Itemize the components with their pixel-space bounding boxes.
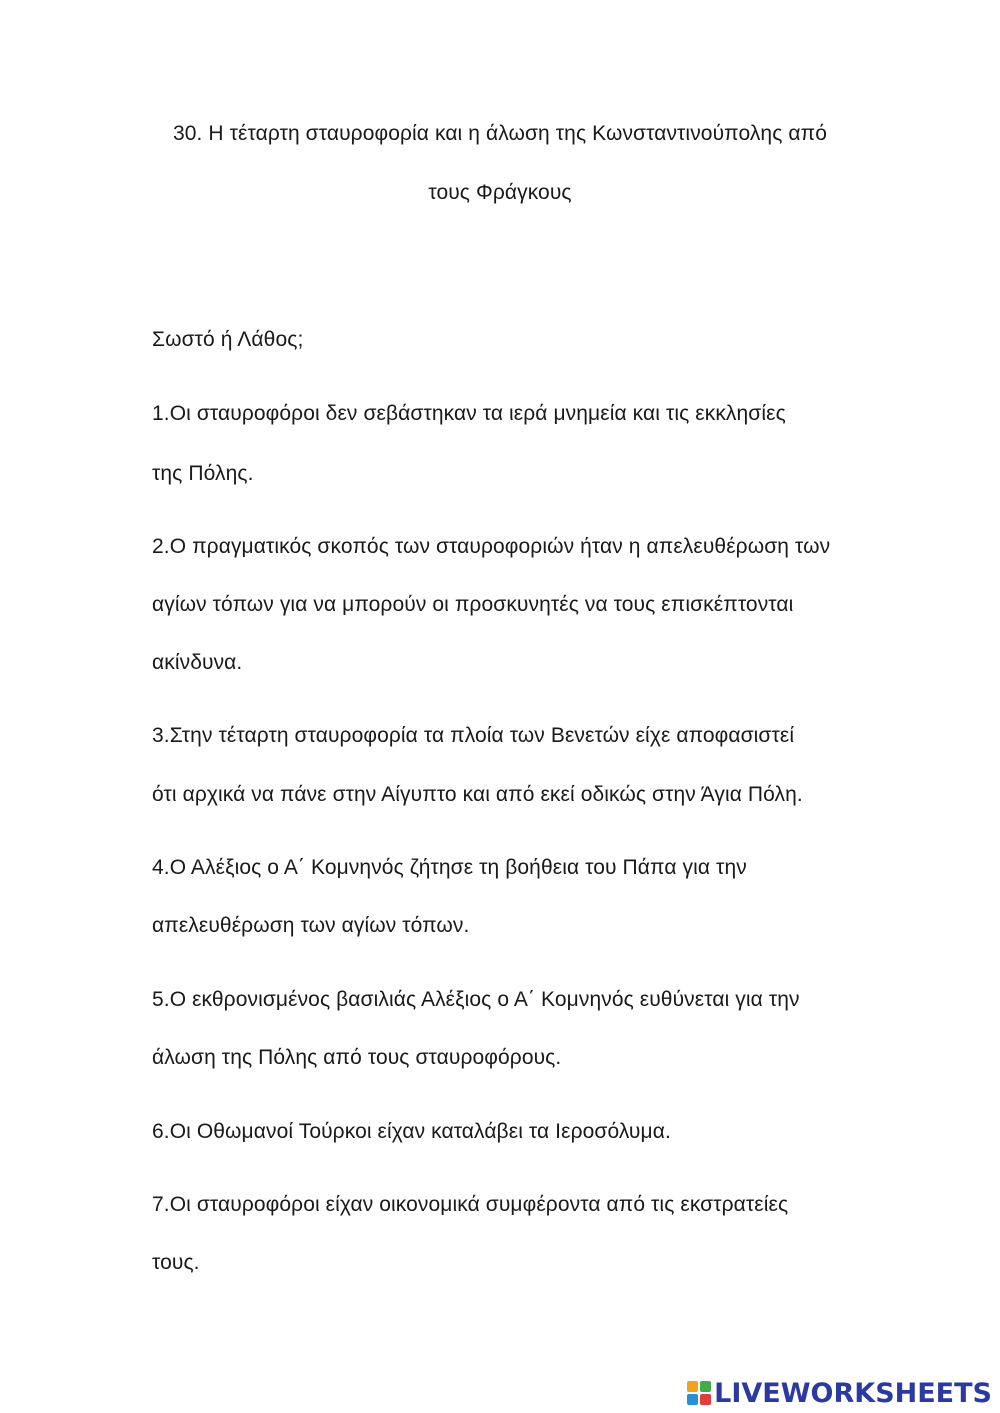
text-line: 5.Ο εκθρονισμένος βασιλιάς Αλέξιος ο Α΄ Κομνηνός ευθύνεται για την — [152, 988, 800, 1011]
text-line: απελευθέρωση των αγίων τόπων. — [152, 914, 470, 937]
logo-text: LIVEWORKSHEETS — [714, 1377, 992, 1409]
liveworksheets-logo — [687, 1378, 992, 1408]
title-line-2: τους Φράγκους — [428, 181, 572, 204]
subheading: Σωστό ή Λάθος; — [152, 328, 304, 351]
text-line: 2.Ο πραγματικός σκοπός των σταυροφοριών ήταν η απελευθέρωση των — [152, 535, 831, 558]
text-line: άλωση της Πόλης από τους σταυροφόρους. — [152, 1046, 562, 1069]
text-line: της Πόλης. — [152, 462, 254, 485]
text-line: ότι αρχικά να πάνε στην Αίγυπτο και από εκεί οδικώς στην Άγια Πόλη. — [152, 783, 803, 806]
logo-tile — [700, 1394, 711, 1405]
text-line: 3.Στην τέταρτη σταυροφορία τα πλοία των Βενετών είχε αποφασιστεί — [152, 724, 795, 747]
text-line: 1.Οι σταυροφόροι δεν σεβάστηκαν τα ιερά μνημεία και τις εκκλησίες — [152, 402, 786, 425]
text-line: 6.Οι Οθωμανοί Τούρκοι είχαν καταλάβει τα Ιεροσόλυμα. — [152, 1120, 671, 1143]
liveworksheets-logo-icon — [687, 1381, 711, 1405]
text-line: 4.Ο Αλέξιος ο Α΄ Κομνηνός ζήτησε τη βοήθεια του Πάπα για την — [152, 856, 747, 879]
text-line: αγίων τόπων για να μπορούν οι προσκυνητές να τους επισκέπτονται — [152, 593, 794, 616]
title-line-1: 30. Η τέταρτη σταυροφορία και η άλωση της Κωνσταντινούπολης από — [173, 122, 827, 145]
text-line: 7.Οι σταυροφόροι είχαν οικονομικά συμφέροντα από τις εκστρατείες — [152, 1193, 789, 1216]
text-line: ακίνδυνα. — [152, 651, 243, 674]
logo-tile — [687, 1394, 698, 1405]
text-line: τους. — [152, 1251, 200, 1274]
logo-tile — [700, 1381, 711, 1392]
logo-tile — [687, 1381, 698, 1392]
